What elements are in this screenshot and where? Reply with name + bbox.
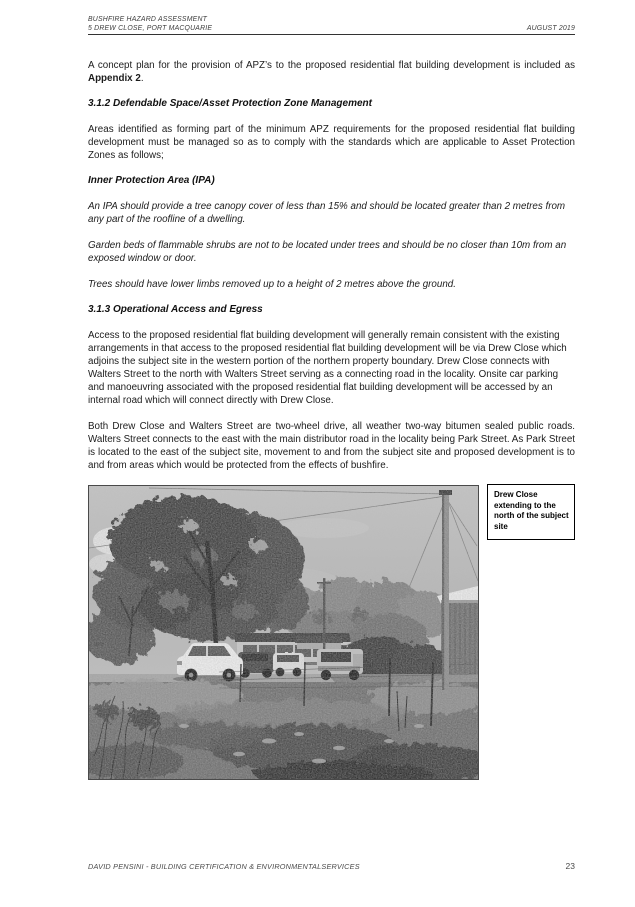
paragraph-concept-plan-end: . bbox=[140, 73, 144, 84]
heading-3-1-2: 3.1.2 Defendable Space/Asset Protection Zone Management bbox=[88, 98, 372, 109]
heading-inner-protection-area: Inner Protection Area (IPA) bbox=[88, 175, 215, 186]
header-subtitle: 5 DREW CLOSE, PORT MACQUARIE bbox=[88, 25, 213, 32]
paragraph-access-arrangements: Access to the proposed residential flat building development will generally remain consistent with the existing arrangements in that access to the proposed residential flat building development will be via Drew Close which adjoins the subject site in the western portion of the northern property boundary. Drew Close connects with Walters Street to the north with Walters Street serving as a connecting road in the locality. Onsite car parking and manoeuvring associated with the proposed residential flat building development will be accessed by an internal road which will connect directly with Drew Close. bbox=[88, 330, 567, 406]
photo-section bbox=[88, 485, 575, 780]
photo-callout-box: Drew Close extending to the north of the subject site bbox=[487, 484, 575, 540]
paragraph-ipa-garden-beds: Garden beds of flammable shrubs are not to be located under trees and should be no closer than 10m from an exposed window or door. bbox=[88, 240, 567, 264]
paragraph-ipa-tree-limbs: Trees should have lower limbs removed up to a height of 2 metres above the ground. bbox=[88, 279, 456, 290]
footer-company: DAVID PENSINI - BUILDING CERTIFICATION & ENVIRONMENTALSERVICES bbox=[88, 862, 360, 871]
paragraph-road-network: Both Drew Close and Walters Street are two-wheel drive, all weather two-way bitumen sealed public roads. Walters Street connects to the east with the main distributor road in the locality being Park Street. As Park Street is located to the east of the subject site, movement to and from the subject site and proposed development is to and from areas which would be protected from the effects of bushfire. bbox=[88, 421, 575, 471]
appendix-2-reference: Appendix 2 bbox=[88, 73, 141, 84]
header-title: BUSHFIRE HAZARD ASSESSMENT bbox=[88, 16, 208, 23]
document-body bbox=[88, 59, 575, 780]
page-number: 23 bbox=[565, 861, 575, 871]
paragraph-ipa-canopy: An IPA should provide a tree canopy cover of less than 15% and should be located greater than 2 metres from any part of the roofline of a dwelling. bbox=[88, 201, 566, 225]
page-header bbox=[88, 16, 575, 35]
header-rule-row bbox=[88, 25, 575, 35]
paragraph-apz-management: Areas identified as forming part of the minimum APZ requirements for the proposed residential flat building development must be managed so as to comply with the standards which are applicable to Asset Protection Zones as follows; bbox=[88, 124, 575, 161]
page-footer bbox=[88, 861, 575, 871]
heading-3-1-3: 3.1.3 Operational Access and Egress bbox=[88, 304, 263, 315]
paragraph-concept-plan-text: A concept plan for the provision of APZ’s to the proposed residential flat building development is included as bbox=[88, 60, 575, 71]
paragraph-concept-plan bbox=[88, 59, 575, 85]
site-photo-art bbox=[89, 486, 478, 779]
header-date: AUGUST 2019 bbox=[526, 25, 575, 32]
site-photo bbox=[88, 485, 479, 780]
